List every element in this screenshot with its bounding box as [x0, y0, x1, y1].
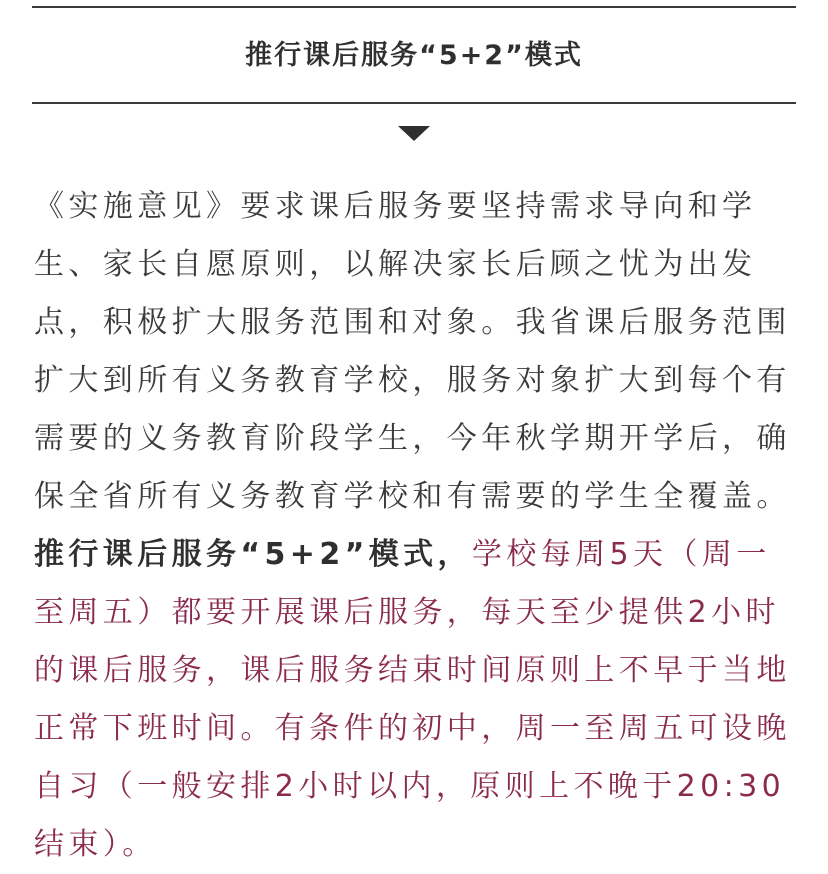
paragraph-2-lead: 推行课后服务“5+2”模式， [34, 537, 472, 572]
bottom-divider-line [32, 102, 796, 104]
top-divider-line [32, 6, 796, 8]
triangle-down-icon [398, 126, 430, 141]
paragraph-2-highlight: 学校每周5天（周一至周五）都要开展课后服务，每天至少提供2小时的课后服务，课后服务结束时间原则上不早于当地正常下班时间。有条件的初中，周一至周五可设晚自习（一般安排2小时以内，原则上不晚于20:30结束）。 [34, 537, 791, 862]
paragraph-2 [34, 537, 791, 862]
paragraph-1: 《实施意见》要求课后服务要坚持需求导向和学生、家长自愿原则，以解决家长后顾之忧为出发点，积极扩大服务范围和对象。我省课后服务范围扩大到所有义务教育学校，服务对象扩大到每个有需要的义务教育阶段学生，今年秋学期开学后，确保全省所有义务教育学校和有需要的学生全覆盖。 [34, 189, 791, 514]
section-title: 推行课后服务“5+2”模式 [245, 40, 583, 71]
article-body [34, 178, 802, 874]
